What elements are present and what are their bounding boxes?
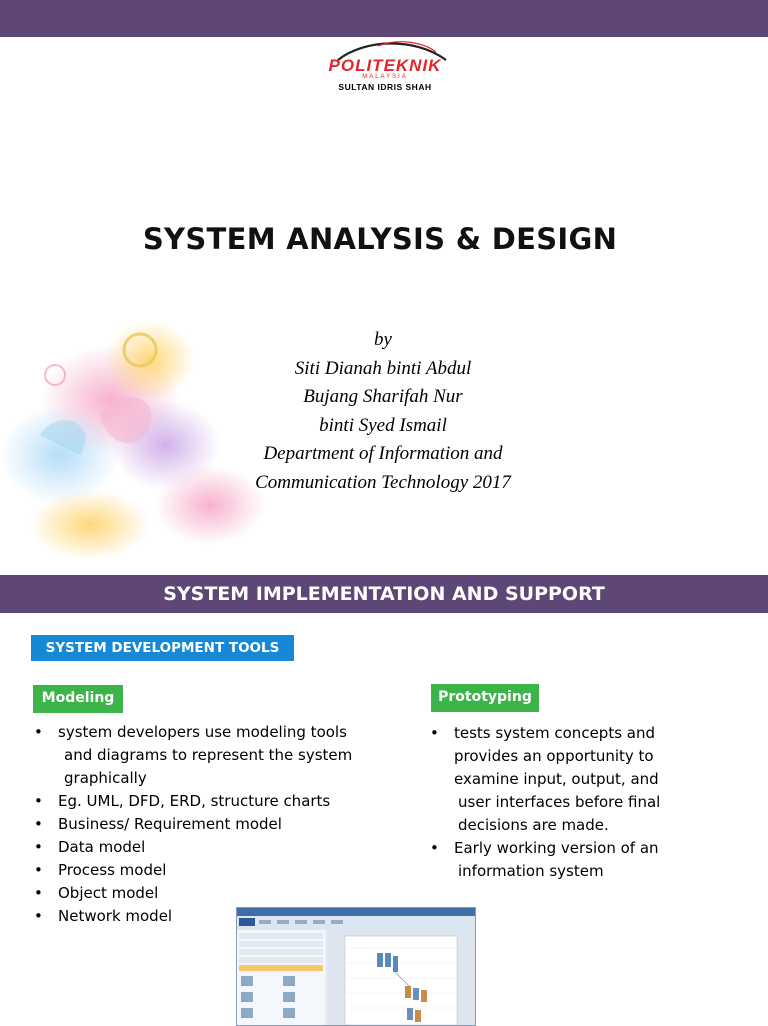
slide2-title: SYSTEM IMPLEMENTATION AND SUPPORT <box>163 583 605 605</box>
bullet-text: provides an opportunity to <box>454 747 654 765</box>
list-item <box>32 836 392 859</box>
diagram-tool-screenshot <box>236 907 476 1026</box>
list-item <box>32 882 392 905</box>
bullet-text: Process model <box>58 861 167 879</box>
logo-wordmark: POLITEKNIK <box>328 56 442 75</box>
list-item <box>428 722 758 837</box>
bullet-icon: • <box>430 839 439 857</box>
prototyping-bullet-list <box>428 722 758 883</box>
logo-campus-name: SULTAN IDRIS SHAH <box>338 82 432 92</box>
slide1-header-bar <box>0 0 768 37</box>
bullet-text: Eg. UML, DFD, ERD, structure charts <box>58 792 331 810</box>
bullet-text: decisions are made. <box>458 816 609 834</box>
bullet-icon: • <box>34 838 43 856</box>
bullet-text: tests system concepts and <box>454 724 655 742</box>
bullet-text: system developers use modeling tools <box>58 723 347 741</box>
bullet-text: examine input, output, and <box>454 770 659 788</box>
modeling-bullet-list <box>32 721 392 928</box>
credit-line: Siti Dianah binti Abdul <box>294 357 472 379</box>
bullet-text: Early working version of an <box>454 839 659 857</box>
list-item <box>32 721 392 790</box>
bullet-icon: • <box>34 723 43 741</box>
logo-subtitle: MALAYSIA <box>362 74 408 80</box>
prototyping-label: Prototyping <box>438 689 532 705</box>
bullet-icon: • <box>34 907 43 925</box>
credit-line: binti Syed Ismail <box>319 414 447 436</box>
bullet-icon: • <box>34 815 43 833</box>
bullet-text: Data model <box>58 838 146 856</box>
bullet-text: Network model <box>58 907 173 925</box>
bullet-text: Business/ Requirement model <box>58 815 282 833</box>
bullet-text: Object model <box>58 884 159 902</box>
slide1-credits <box>200 326 566 497</box>
list-item <box>32 859 392 882</box>
section-label: SYSTEM DEVELOPMENT TOOLS <box>45 640 280 656</box>
credit-line: Communication Technology 2017 <box>255 471 511 493</box>
credit-line: Bujang Sharifah Nur <box>303 386 463 407</box>
bullet-icon: • <box>34 884 43 902</box>
modeling-label: Modeling <box>41 690 115 706</box>
bullet-text: and diagrams to represent the system <box>64 746 353 764</box>
credit-line: Department of Information and <box>263 443 503 464</box>
list-item <box>428 837 758 883</box>
slide1-title: SYSTEM ANALYSIS & DESIGN <box>142 222 618 256</box>
bullet-text: information system <box>458 862 604 880</box>
bullet-text: graphically <box>64 769 147 787</box>
list-item <box>32 790 392 813</box>
credit-line: by <box>374 329 392 350</box>
list-item <box>32 813 392 836</box>
bullet-icon: • <box>34 792 43 810</box>
bullet-icon: • <box>34 861 43 879</box>
bullet-icon: • <box>430 724 439 742</box>
bullet-text: user interfaces before final <box>458 793 661 811</box>
